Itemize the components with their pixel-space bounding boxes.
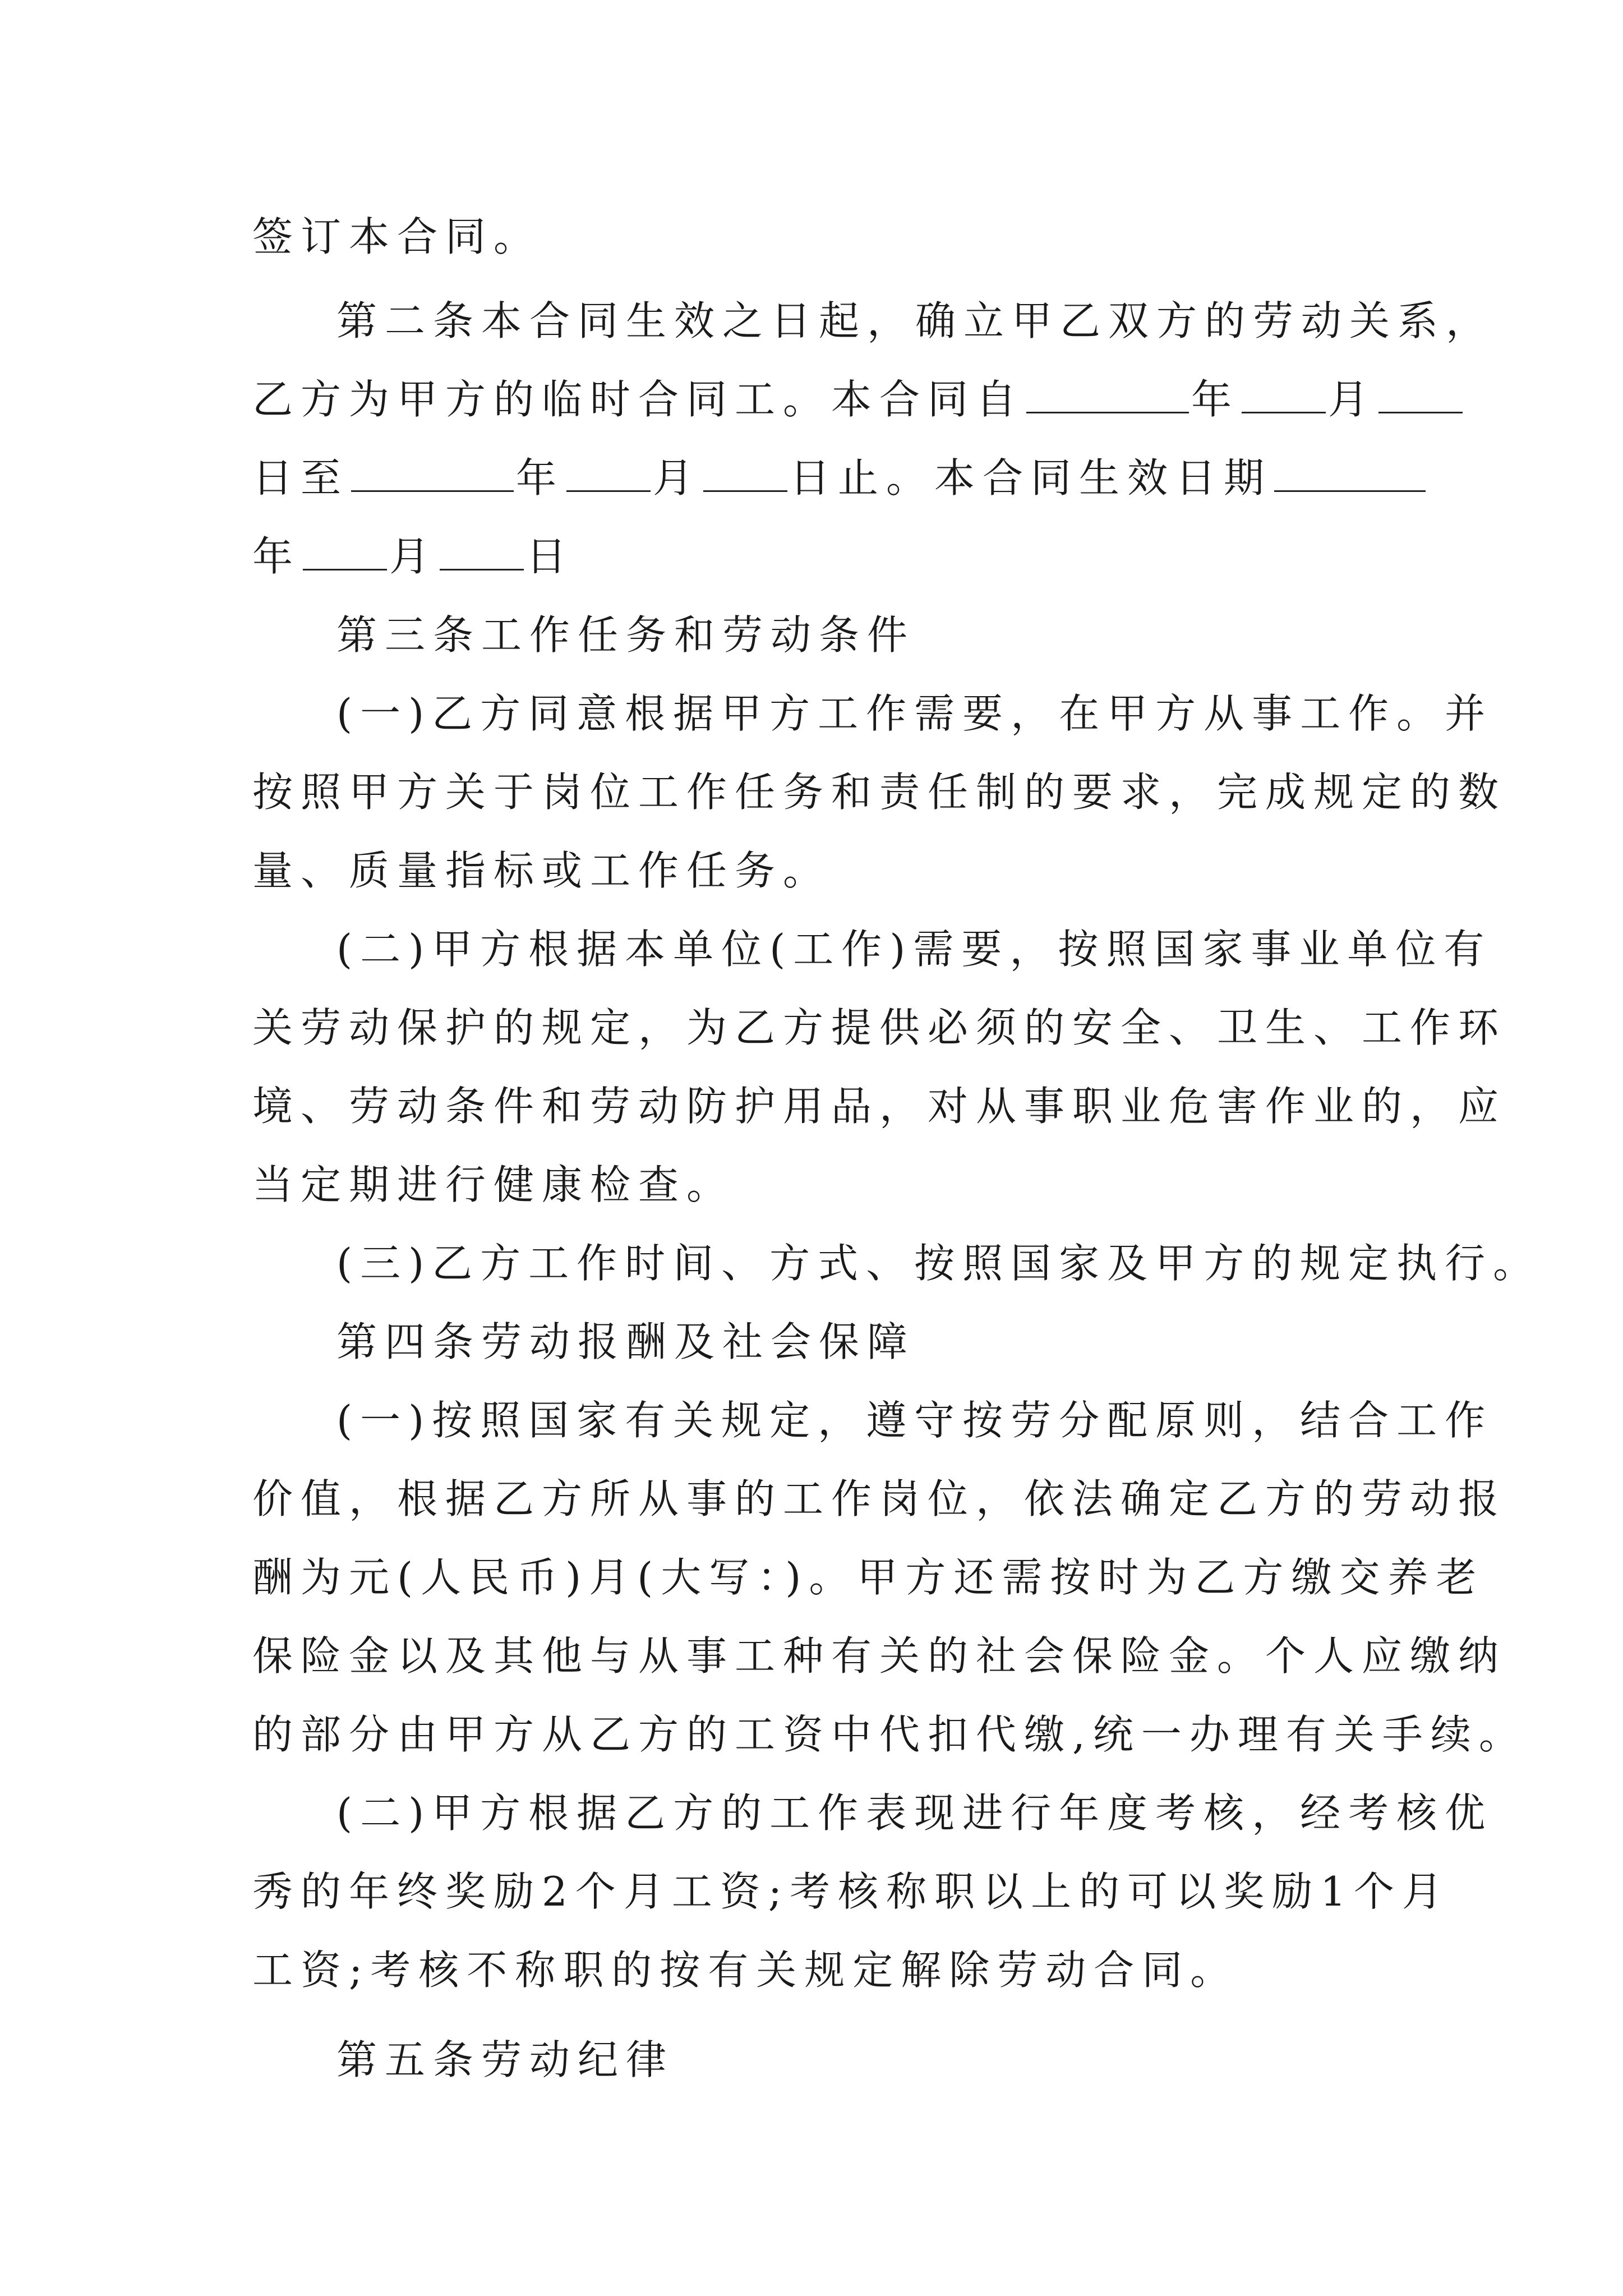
text-line: (一)按照国家有关规定，遵守按劳分配原则，结合工作 xyxy=(336,1397,1493,1444)
fill-blank xyxy=(351,451,514,492)
fill-blank xyxy=(1378,372,1463,413)
text-line: 量、质量指标或工作任务。 xyxy=(252,847,832,894)
text-line: 价值，根据乙方所从事的工作岗位，依法确定乙方的劳动报 xyxy=(252,1475,1507,1522)
fill-blank xyxy=(1242,372,1326,413)
text-line: 保险金以及其他与从事工种有关的社会保险金。个人应缴纳 xyxy=(252,1632,1507,1680)
fill-blank xyxy=(1274,451,1426,492)
text-line: 秀的年终奖励2个月工资;考核称职以上的可以奖励1个月 xyxy=(252,1868,1450,1915)
text-line: 乙方为甲方的临时合同工。本合同自 年 月 xyxy=(252,371,1385,427)
fill-blank xyxy=(1026,372,1189,413)
text-line: 当定期进行健康检查。 xyxy=(252,1161,735,1208)
text-line: 日至 年 月 日止。本合同生效日期 xyxy=(252,450,1385,506)
section-heading: 第四条劳动报酬及社会保障 xyxy=(336,1318,916,1365)
text-line: (三)乙方工作时间、方式、按照国家及甲方的规定执行。 xyxy=(336,1240,1542,1287)
fill-blank xyxy=(303,530,387,570)
section-heading: 第五条劳动纪律 xyxy=(336,2036,675,2083)
text-line: (二)甲方根据乙方的工作表现进行年度考核，经考核优 xyxy=(336,1789,1493,1837)
text-line: 第二条本合同生效之日起，确立甲乙双方的劳动关系， xyxy=(336,297,1495,344)
text-line: 按照甲方关于岗位工作任务和责任制的要求，完成规定的数 xyxy=(252,769,1507,816)
text-line: 签订本合同。 xyxy=(252,213,542,260)
text-line: (一)乙方同意根据甲方工作需要，在甲方从事工作。并 xyxy=(336,690,1493,737)
text-line: 酬为元(人民币)月(大写：)。甲方还需按时为乙方缴交养老 xyxy=(252,1554,1484,1601)
text-line: 年 月 日 xyxy=(252,528,1385,585)
text-line: (二)甲方根据本单位(工作)需要，按照国家事业单位有 xyxy=(336,926,1492,973)
fill-blank xyxy=(703,451,787,492)
text-line: 境、劳动条件和劳动防护用品，对从事职业危害作业的，应 xyxy=(252,1083,1507,1130)
fill-blank xyxy=(440,530,524,570)
text-line: 关劳动保护的规定，为乙方提供必须的安全、卫生、工作环 xyxy=(252,1004,1507,1051)
fill-blank xyxy=(566,451,651,492)
section-heading: 第三条工作任务和劳动条件 xyxy=(336,611,916,659)
text-line: 工资;考核不称职的按有关规定解除劳动合同。 xyxy=(252,1947,1239,1994)
text-line: 的部分由甲方从乙方的工资中代扣代缴,统一办理有关手续。 xyxy=(252,1711,1527,1758)
